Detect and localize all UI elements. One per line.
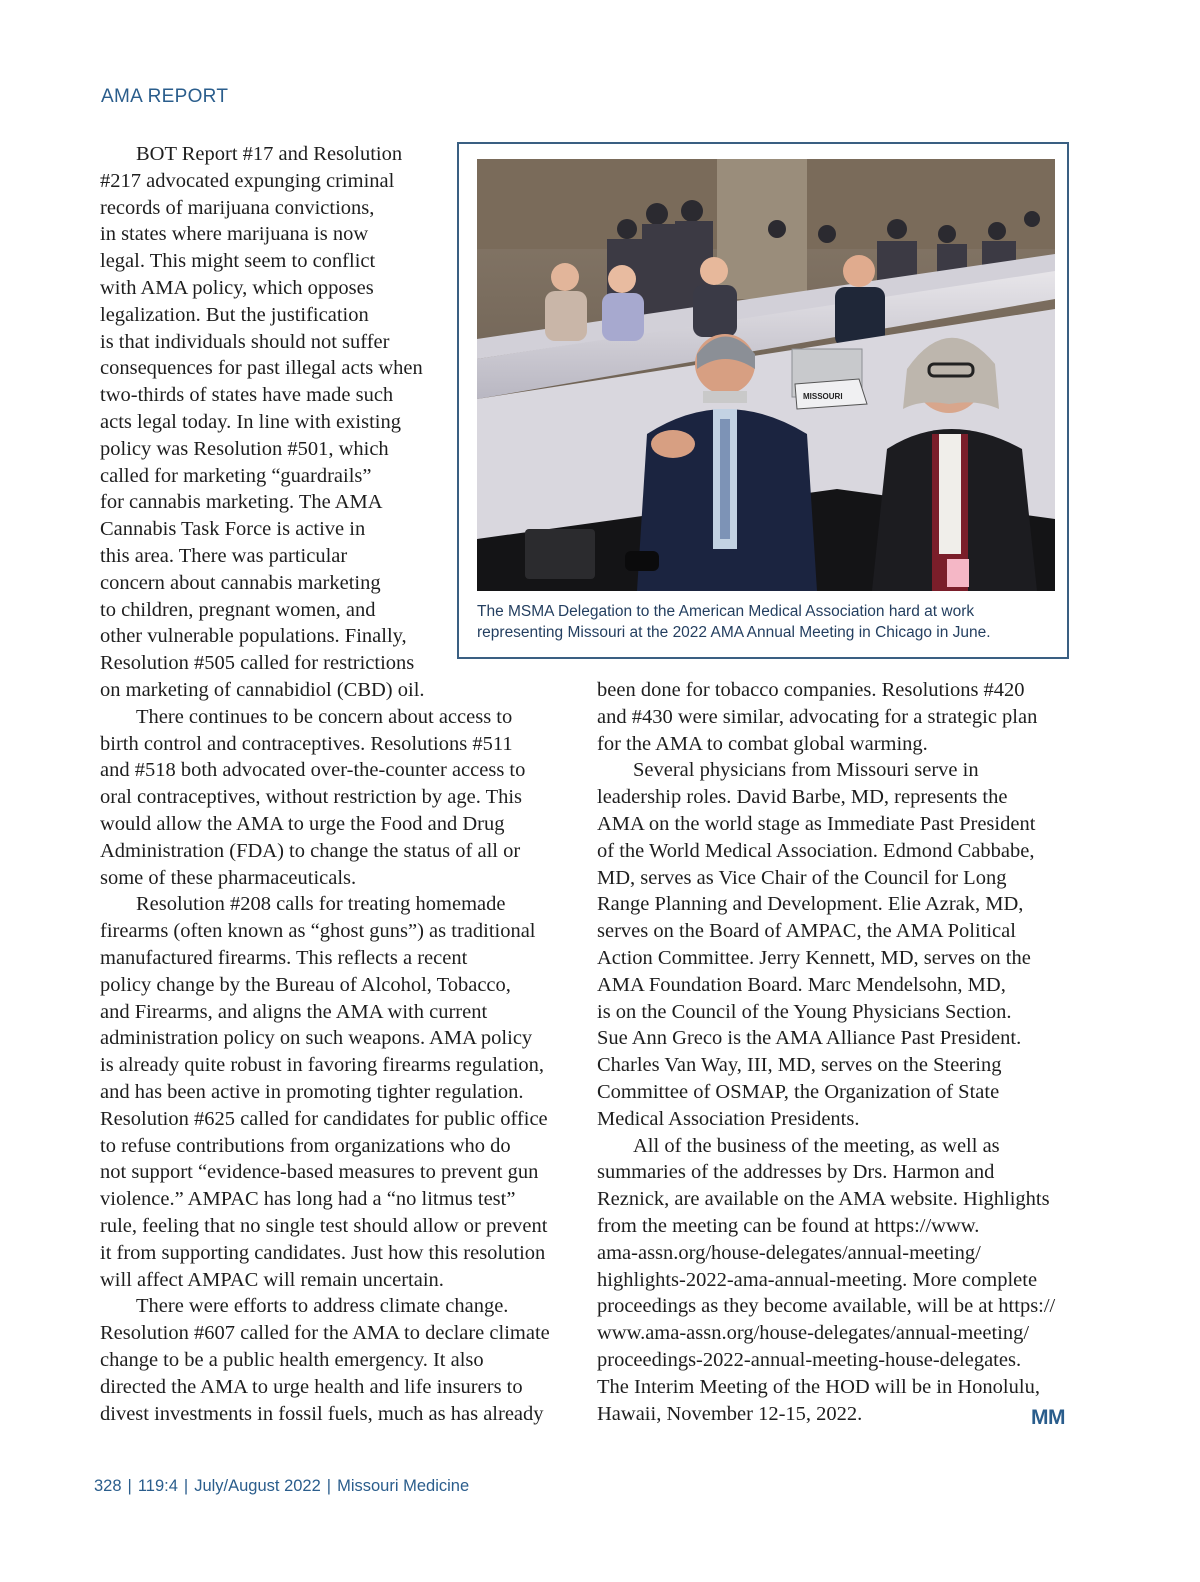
photo-caption: [477, 601, 1057, 643]
page-number: 328: [94, 1477, 122, 1495]
text-line: concern about cannabis marketing: [100, 571, 381, 594]
text-line: BOT Report #17 and Resolution: [136, 143, 403, 165]
text-line: policy change by the Bureau of Alcohol, Tobacco,: [100, 973, 511, 996]
issue-date: July/August 2022: [194, 1477, 321, 1495]
text-line: for cannabis marketing. The AMA: [100, 491, 383, 514]
text-line: for the AMA to combat global warming.: [597, 732, 928, 755]
text-line: MD, serves as Vice Chair of the Council for Long: [597, 866, 1007, 889]
text-line: on marketing of cannabidiol (CBD) oil.: [100, 679, 425, 701]
text-line: violence.” AMPAC has long had a “no litmus test”: [100, 1188, 516, 1211]
text-line: not support “evidence-based measures to prevent gun: [100, 1161, 539, 1184]
text-line: to children, pregnant women, and: [100, 598, 376, 621]
text-line: is already quite robust in favoring firearms regulation,: [100, 1054, 545, 1077]
text-line: AMA Foundation Board. Marc Mendelsohn, MD,: [597, 973, 1006, 996]
caption-line: The MSMA Delegation to the American Medical Association hard at work: [477, 603, 975, 620]
text-line: is on the Council of the Young Physicians Section.: [597, 1000, 1012, 1023]
text-line: policy was Resolution #501, which: [100, 437, 389, 460]
section-label: AMA REPORT: [101, 86, 229, 107]
text-line: called for marketing “guardrails”: [100, 464, 372, 487]
text-line: Several physicians from Missouri serve in: [633, 759, 979, 782]
photo-figure: [457, 142, 1069, 659]
text-line: in states where marijuana is now: [100, 223, 369, 246]
text-line: will affect AMPAC will remain uncertain.: [100, 1268, 444, 1291]
text-line: legalization. But the justification: [100, 303, 369, 326]
text-line: Administration (FDA) to change the status of all or: [100, 839, 521, 862]
text-line: Action Committee. Jerry Kennett, MD, serves on the: [597, 947, 1031, 969]
text-line: Hawaii, November 12-15, 2022.: [597, 1402, 863, 1425]
text-line: administration policy on such weapons. AMA policy: [100, 1027, 533, 1050]
text-line: summaries of the addresses by Drs. Harmon and: [597, 1161, 995, 1184]
text-line: other vulnerable populations. Finally,: [100, 625, 407, 648]
text-line: been done for tobacco companies. Resolutions #420: [597, 679, 1025, 701]
text-line: with AMA policy, which opposes: [100, 277, 374, 299]
text-line: highlights-2022-ama-annual-meeting. More complete: [597, 1268, 1038, 1291]
text-line: AMA on the world stage as Immediate Past President: [597, 813, 1036, 835]
text-line: #217 advocated expunging criminal: [100, 169, 395, 192]
text-line: Resolution #505 called for restrictions: [100, 652, 415, 675]
text-line: and #518 both advocated over-the-counter access to: [100, 759, 526, 782]
footer-separator: |: [326, 1477, 332, 1495]
text-line: firearms (often known as “ghost guns”) as traditional: [100, 920, 536, 943]
text-line: manufactured firearms. This reflects a recent: [100, 947, 468, 969]
text-line: All of the business of the meeting, as well as: [633, 1134, 1000, 1157]
text-line: There were efforts to address climate change.: [136, 1295, 509, 1318]
text-line: divest investments in fossil fuels, much as has already: [100, 1402, 544, 1425]
text-line: Cannabis Task Force is active in: [100, 518, 366, 541]
text-line: to refuse contributions from organizations who do: [100, 1134, 511, 1157]
text-line: is that individuals should not suffer: [100, 330, 390, 353]
text-line: The Interim Meeting of the HOD will be in Honolulu,: [597, 1375, 1040, 1398]
text-line: some of these pharmaceuticals.: [100, 866, 357, 889]
text-line: change to be a public health emergency. It also: [100, 1349, 484, 1371]
text-line: consequences for past illegal acts when: [100, 357, 423, 380]
text-line: There continues to be concern about access to: [136, 705, 513, 728]
footer-separator: |: [127, 1477, 132, 1495]
text-line: birth control and contraceptives. Resolutions #511: [100, 732, 513, 755]
text-line: legal. This might seem to conflict: [100, 250, 376, 273]
caption-line: representing Missouri at the 2022 AMA Annual Meeting in Chicago in June.: [477, 624, 991, 641]
end-mark-logo: MM: [1031, 1406, 1065, 1429]
text-line: rule, feeling that no single test should allow or prevent: [100, 1215, 548, 1237]
text-line: ama-assn.org/house-delegates/annual-meeting/: [597, 1241, 981, 1264]
text-line: it from supporting candidates. Just how this resolution: [100, 1241, 546, 1264]
text-line: acts legal today. In line with existing: [100, 411, 401, 433]
text-line: Resolution #607 called for the AMA to declare climate: [100, 1322, 550, 1345]
text-line: Medical Association Presidents.: [597, 1107, 860, 1130]
issue-number: 119:4: [137, 1477, 178, 1495]
text-line: directed the AMA to urge health and life insurers to: [100, 1375, 523, 1398]
text-line: records of marijuana convictions,: [100, 196, 375, 219]
text-line: Charles Van Way, III, MD, serves on the Steering: [597, 1054, 1002, 1077]
text-line: two-thirds of states have made such: [100, 384, 394, 407]
text-line: proceedings-2022-annual-meeting-house-delegates.: [597, 1349, 1022, 1371]
text-line: and has been active in promoting tighter regulation.: [100, 1081, 524, 1103]
footer-separator: |: [183, 1477, 189, 1495]
text-line: leadership roles. David Barbe, MD, represents the: [597, 786, 1008, 809]
text-line: and Firearms, and aligns the AMA with current: [100, 1000, 488, 1023]
text-line: serves on the Board of AMPAC, the AMA Political: [597, 920, 1016, 943]
text-line: this area. There was particular: [100, 545, 348, 567]
text-line: www.ama-assn.org/house-delegates/annual-meeting/: [597, 1322, 1030, 1345]
publication-name: Missouri Medicine: [337, 1477, 470, 1495]
text-line: oral contraceptives, without restriction by age. This: [100, 786, 523, 809]
text-line: Resolution #625 called for candidates for public office: [100, 1107, 548, 1130]
meeting-photo: [477, 159, 1055, 591]
text-line: from the meeting can be found at https://www.: [597, 1215, 980, 1237]
text-line: Reznick, are available on the AMA website. Highlights: [597, 1188, 1050, 1211]
text-line: Committee of OSMAP, the Organization of State: [597, 1081, 1000, 1103]
text-line: Range Planning and Development. Elie Azrak, MD,: [597, 893, 1024, 916]
page-footer: [94, 1477, 469, 1496]
text-line: Resolution #208 calls for treating homemade: [136, 893, 506, 916]
text-line: proceedings as they become available, will be at https://: [597, 1295, 1056, 1318]
text-line: would allow the AMA to urge the Food and Drug: [100, 813, 505, 835]
text-line: Sue Ann Greco is the AMA Alliance Past President.: [597, 1027, 1022, 1050]
text-line: of the World Medical Association. Edmond Cabbabe,: [597, 839, 1035, 862]
missouri-placard: MISSOURI: [803, 392, 843, 401]
text-line: and #430 were similar, advocating for a strategic plan: [597, 705, 1038, 728]
